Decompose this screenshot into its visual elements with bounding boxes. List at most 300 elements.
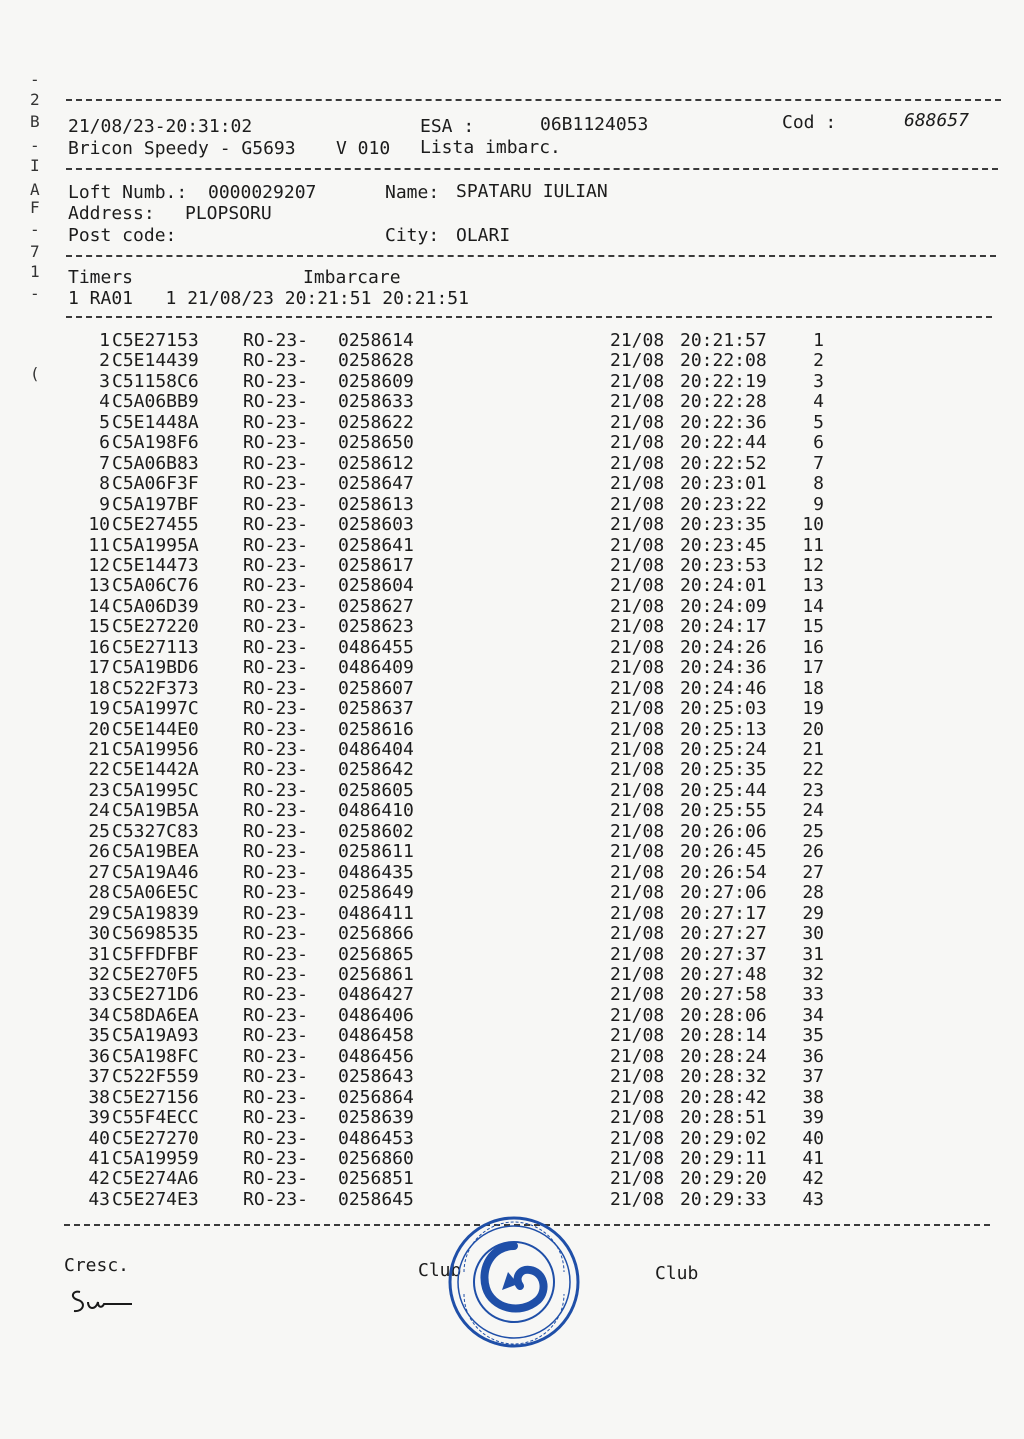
arrival-rank: 38 <box>802 1087 824 1108</box>
table-row <box>0 433 1024 453</box>
arrival-time: 20:24:46 <box>680 678 767 699</box>
ring-number: 0256865 <box>338 944 414 965</box>
arrival-rank: 7 <box>813 453 824 474</box>
arrival-date: 21/08 <box>610 882 665 903</box>
ring-prefix: RO-23- <box>243 412 309 433</box>
name-value: SPATARU IULIAN <box>456 181 608 202</box>
arrival-time: 20:29:20 <box>680 1168 767 1189</box>
ring-number: 0486453 <box>338 1128 414 1149</box>
ring-code: C5E274A6 <box>112 1168 199 1189</box>
ring-code: C5E27153 <box>112 330 199 351</box>
arrival-time: 20:24:36 <box>680 657 767 678</box>
margin-fragment: 7 <box>30 242 40 261</box>
ring-prefix: RO-23- <box>243 1087 309 1108</box>
ring-number: 0258623 <box>338 616 414 637</box>
entry-number: 33 <box>88 984 110 1005</box>
arrival-time: 20:21:57 <box>680 330 767 351</box>
ring-prefix: RO-23- <box>243 473 309 494</box>
entry-number: 40 <box>88 1128 110 1149</box>
ring-number: 0258604 <box>338 575 414 596</box>
arrival-rank: 12 <box>802 555 824 576</box>
ring-code: C5A197BF <box>112 494 199 515</box>
ring-number: 0256851 <box>338 1168 414 1189</box>
ring-number: 0258633 <box>338 391 414 412</box>
club-stamp-image <box>444 1212 584 1352</box>
ring-code: C5A06F3F <box>112 473 199 494</box>
arrival-date: 21/08 <box>610 903 665 924</box>
ring-number: 0258641 <box>338 535 414 556</box>
imbarcare-label: Imbarcare <box>303 267 401 288</box>
ring-prefix: RO-23- <box>243 964 309 985</box>
arrival-date: 21/08 <box>610 944 665 965</box>
arrival-rank: 14 <box>802 596 824 617</box>
arrival-date: 21/08 <box>610 412 665 433</box>
table-row <box>0 760 1024 780</box>
arrival-date: 21/08 <box>610 555 665 576</box>
ring-number: 0258649 <box>338 882 414 903</box>
ring-number: 0486409 <box>338 657 414 678</box>
arrival-date: 21/08 <box>610 759 665 780</box>
device-version: V 010 <box>336 138 391 159</box>
address-value: PLOPSORU <box>185 203 272 224</box>
arrival-rank: 15 <box>802 616 824 637</box>
arrival-rank: 17 <box>802 657 824 678</box>
ring-code: C55F4ECC <box>112 1107 199 1128</box>
ring-prefix: RO-23- <box>243 350 309 371</box>
ring-number: 0256864 <box>338 1087 414 1108</box>
ring-prefix: RO-23- <box>243 1189 309 1210</box>
arrival-date: 21/08 <box>610 1168 665 1189</box>
loft-label: Loft Numb.: <box>68 182 188 203</box>
city-value: OLARI <box>456 225 511 246</box>
arrival-rank: 35 <box>802 1025 824 1046</box>
ring-prefix: RO-23- <box>243 1148 309 1169</box>
ring-number: 0486410 <box>338 800 414 821</box>
arrival-date: 21/08 <box>610 800 665 821</box>
city-label: City: <box>385 225 440 246</box>
entry-number: 15 <box>88 616 110 637</box>
arrival-rank: 40 <box>802 1128 824 1149</box>
timer-row: 1 RA01 1 21/08/23 20:21:51 20:21:51 <box>68 288 469 309</box>
entry-number: 38 <box>88 1087 110 1108</box>
entry-number: 21 <box>88 739 110 760</box>
arrival-date: 21/08 <box>610 453 665 474</box>
ring-code: C5327C83 <box>112 821 199 842</box>
ring-code: C5A19B5A <box>112 800 199 821</box>
margin-fragment: F <box>30 198 40 217</box>
ring-prefix: RO-23- <box>243 432 309 453</box>
arrival-date: 21/08 <box>610 1046 665 1067</box>
entry-number: 8 <box>99 473 110 494</box>
arrival-date: 21/08 <box>610 575 665 596</box>
ring-prefix: RO-23- <box>243 535 309 556</box>
table-row <box>0 1108 1024 1128</box>
ring-number: 0258637 <box>338 698 414 719</box>
ring-code: C5A198F6 <box>112 432 199 453</box>
ring-code: C5FFDFBF <box>112 944 199 965</box>
entry-number: 36 <box>88 1046 110 1067</box>
arrival-date: 21/08 <box>610 841 665 862</box>
arrival-rank: 5 <box>813 412 824 433</box>
arrival-time: 20:27:48 <box>680 964 767 985</box>
ring-code: C5E14473 <box>112 555 199 576</box>
cod-label: Cod : <box>782 112 837 133</box>
table-row <box>0 454 1024 474</box>
arrival-rank: 1 <box>813 330 824 351</box>
arrival-rank: 11 <box>802 535 824 556</box>
ring-prefix: RO-23- <box>243 678 309 699</box>
table-row <box>0 720 1024 740</box>
ring-code: C5A06C76 <box>112 575 199 596</box>
entry-number: 4 <box>99 391 110 412</box>
margin-fragment: - <box>30 284 40 303</box>
arrival-time: 20:25:35 <box>680 759 767 780</box>
arrival-time: 20:25:55 <box>680 800 767 821</box>
arrival-time: 20:27:58 <box>680 984 767 1005</box>
ring-prefix: RO-23- <box>243 1168 309 1189</box>
entry-number: 39 <box>88 1107 110 1128</box>
ring-prefix: RO-23- <box>243 719 309 740</box>
entry-number: 9 <box>99 494 110 515</box>
ring-prefix: RO-23- <box>243 923 309 944</box>
entry-number: 2 <box>99 350 110 371</box>
table-row <box>0 945 1024 965</box>
ring-prefix: RO-23- <box>243 821 309 842</box>
ring-number: 0486411 <box>338 903 414 924</box>
arrival-rank: 41 <box>802 1148 824 1169</box>
entry-number: 1 <box>99 330 110 351</box>
arrival-rank: 39 <box>802 1107 824 1128</box>
ring-number: 0258647 <box>338 473 414 494</box>
arrival-date: 21/08 <box>610 964 665 985</box>
ring-code: C5A19959 <box>112 1148 199 1169</box>
arrival-rank: 23 <box>802 780 824 801</box>
arrival-date: 21/08 <box>610 821 665 842</box>
arrival-rank: 31 <box>802 944 824 965</box>
table-row <box>0 658 1024 678</box>
ring-prefix: RO-23- <box>243 759 309 780</box>
arrival-rank: 19 <box>802 698 824 719</box>
entry-number: 34 <box>88 1005 110 1026</box>
ring-code: C51158C6 <box>112 371 199 392</box>
ring-number: 0258616 <box>338 719 414 740</box>
ring-number: 0486427 <box>338 984 414 1005</box>
postcode-label: Post code: <box>68 225 177 246</box>
table-row <box>0 474 1024 494</box>
separator-top <box>66 99 1001 101</box>
separator-header <box>66 168 998 170</box>
arrival-time: 20:23:53 <box>680 555 767 576</box>
arrival-time: 20:22:36 <box>680 412 767 433</box>
arrival-time: 20:27:17 <box>680 903 767 924</box>
arrival-date: 21/08 <box>610 473 665 494</box>
arrival-date: 21/08 <box>610 535 665 556</box>
arrival-time: 20:26:45 <box>680 841 767 862</box>
entry-number: 25 <box>88 821 110 842</box>
margin-fragment: - <box>30 136 40 155</box>
ring-prefix: RO-23- <box>243 494 309 515</box>
ring-prefix: RO-23- <box>243 1025 309 1046</box>
arrival-rank: 26 <box>802 841 824 862</box>
margin-fragment: 1 <box>30 262 40 281</box>
entry-number: 29 <box>88 903 110 924</box>
arrival-rank: 18 <box>802 678 824 699</box>
ring-prefix: RO-23- <box>243 453 309 474</box>
entry-number: 30 <box>88 923 110 944</box>
ring-number: 0258645 <box>338 1189 414 1210</box>
ring-number: 0256861 <box>338 964 414 985</box>
arrival-time: 20:23:01 <box>680 473 767 494</box>
arrival-date: 21/08 <box>610 330 665 351</box>
arrival-rank: 20 <box>802 719 824 740</box>
arrival-rank: 28 <box>802 882 824 903</box>
ring-number: 0258612 <box>338 453 414 474</box>
ring-number: 0258650 <box>338 432 414 453</box>
arrival-date: 21/08 <box>610 984 665 1005</box>
ring-prefix: RO-23- <box>243 575 309 596</box>
table-row <box>0 679 1024 699</box>
ring-number: 0256860 <box>338 1148 414 1169</box>
entry-number: 20 <box>88 719 110 740</box>
ring-code: C5A1995C <box>112 780 199 801</box>
table-row <box>0 331 1024 351</box>
table-row <box>0 392 1024 412</box>
ring-code: C5E27270 <box>112 1128 199 1149</box>
arrival-rank: 42 <box>802 1168 824 1189</box>
ring-code: C5A19BD6 <box>112 657 199 678</box>
arrival-rank: 34 <box>802 1005 824 1026</box>
signature-image <box>66 1284 136 1320</box>
ring-prefix: RO-23- <box>243 944 309 965</box>
arrival-date: 21/08 <box>610 1066 665 1087</box>
table-row <box>0 904 1024 924</box>
table-row <box>0 1047 1024 1067</box>
table-row <box>0 1149 1024 1169</box>
arrival-time: 20:28:51 <box>680 1107 767 1128</box>
arrival-date: 21/08 <box>610 678 665 699</box>
ring-prefix: RO-23- <box>243 514 309 535</box>
entry-number: 10 <box>88 514 110 535</box>
ring-prefix: RO-23- <box>243 391 309 412</box>
arrival-rank: 8 <box>813 473 824 494</box>
ring-prefix: RO-23- <box>243 903 309 924</box>
ring-number: 0258617 <box>338 555 414 576</box>
arrival-date: 21/08 <box>610 637 665 658</box>
esa-label: ESA : <box>420 116 475 137</box>
table-row <box>0 924 1024 944</box>
arrival-date: 21/08 <box>610 698 665 719</box>
entry-number: 12 <box>88 555 110 576</box>
arrival-date: 21/08 <box>610 1025 665 1046</box>
ring-code: C5A1997C <box>112 698 199 719</box>
arrival-rank: 25 <box>802 821 824 842</box>
ring-code: C5A1995A <box>112 535 199 556</box>
arrival-date: 21/08 <box>610 514 665 535</box>
club-label-2: Club <box>655 1263 699 1284</box>
ring-code: C5E274E3 <box>112 1189 199 1210</box>
ring-prefix: RO-23- <box>243 1128 309 1149</box>
ring-prefix: RO-23- <box>243 1107 309 1128</box>
arrival-time: 20:24:26 <box>680 637 767 658</box>
ring-number: 0486458 <box>338 1025 414 1046</box>
table-row <box>0 965 1024 985</box>
ring-code: C5E1442A <box>112 759 199 780</box>
ring-prefix: RO-23- <box>243 330 309 351</box>
table-row <box>0 1006 1024 1026</box>
ring-prefix: RO-23- <box>243 1046 309 1067</box>
arrival-date: 21/08 <box>610 1128 665 1149</box>
arrival-date: 21/08 <box>610 596 665 617</box>
entry-number: 31 <box>88 944 110 965</box>
arrival-date: 21/08 <box>610 391 665 412</box>
arrival-rank: 37 <box>802 1066 824 1087</box>
arrival-date: 21/08 <box>610 350 665 371</box>
ring-code: C522F373 <box>112 678 199 699</box>
ring-number: 0486455 <box>338 637 414 658</box>
entry-number: 35 <box>88 1025 110 1046</box>
arrival-rank: 9 <box>813 494 824 515</box>
ring-prefix: RO-23- <box>243 780 309 801</box>
arrival-date: 21/08 <box>610 494 665 515</box>
ring-prefix: RO-23- <box>243 698 309 719</box>
arrival-time: 20:29:02 <box>680 1128 767 1149</box>
entry-number: 41 <box>88 1148 110 1169</box>
margin-fragment: 2 <box>30 90 40 109</box>
arrival-rank: 43 <box>802 1189 824 1210</box>
arrival-date: 21/08 <box>610 1087 665 1108</box>
arrival-rank: 30 <box>802 923 824 944</box>
ring-number: 0258605 <box>338 780 414 801</box>
arrival-time: 20:28:14 <box>680 1025 767 1046</box>
arrival-rank: 32 <box>802 964 824 985</box>
entry-number: 14 <box>88 596 110 617</box>
arrival-time: 20:25:44 <box>680 780 767 801</box>
margin-fragment: - <box>30 70 40 89</box>
entry-number: 17 <box>88 657 110 678</box>
table-row <box>0 822 1024 842</box>
ring-code: C5A198FC <box>112 1046 199 1067</box>
arrival-date: 21/08 <box>610 371 665 392</box>
ring-prefix: RO-23- <box>243 596 309 617</box>
entry-number: 26 <box>88 841 110 862</box>
ring-code: C5A06E5C <box>112 882 199 903</box>
ring-number: 0258603 <box>338 514 414 535</box>
cresc-label: Cresc. <box>64 1255 130 1276</box>
ring-code: C5E144E0 <box>112 719 199 740</box>
ring-prefix: RO-23- <box>243 862 309 883</box>
ring-code: C5E27220 <box>112 616 199 637</box>
entry-number: 43 <box>88 1189 110 1210</box>
table-row <box>0 597 1024 617</box>
arrival-date: 21/08 <box>610 780 665 801</box>
ring-number: 0258607 <box>338 678 414 699</box>
entry-number: 23 <box>88 780 110 801</box>
ring-prefix: RO-23- <box>243 882 309 903</box>
arrival-time: 20:29:33 <box>680 1189 767 1210</box>
margin-fragment: A <box>30 180 40 199</box>
table-row <box>0 699 1024 719</box>
arrival-rank: 21 <box>802 739 824 760</box>
margin-fragment: - <box>30 220 40 239</box>
ring-code: C5A06BB9 <box>112 391 199 412</box>
ring-number: 0258602 <box>338 821 414 842</box>
separator-owner <box>66 255 996 257</box>
table-row <box>0 863 1024 883</box>
arrival-rank: 24 <box>802 800 824 821</box>
ring-code: C5A19839 <box>112 903 199 924</box>
ring-number: 0486406 <box>338 1005 414 1026</box>
arrival-date: 21/08 <box>610 432 665 453</box>
arrival-date: 21/08 <box>610 657 665 678</box>
arrival-date: 21/08 <box>610 719 665 740</box>
entry-number: 42 <box>88 1168 110 1189</box>
ring-prefix: RO-23- <box>243 657 309 678</box>
arrival-time: 20:28:32 <box>680 1066 767 1087</box>
header-timestamp: 21/08/23-20:31:02 <box>68 116 253 137</box>
loft-value: 0000029207 <box>208 182 317 203</box>
ring-prefix: RO-23- <box>243 984 309 1005</box>
ring-number: 0258628 <box>338 350 414 371</box>
arrival-date: 21/08 <box>610 1148 665 1169</box>
arrival-rank: 29 <box>802 903 824 924</box>
arrival-time: 20:22:08 <box>680 350 767 371</box>
ring-code: C5A06B83 <box>112 453 199 474</box>
arrival-rank: 4 <box>813 391 824 412</box>
arrival-rank: 6 <box>813 432 824 453</box>
arrival-time: 20:24:09 <box>680 596 767 617</box>
arrival-time: 20:22:19 <box>680 371 767 392</box>
arrival-time: 20:29:11 <box>680 1148 767 1169</box>
entry-number: 22 <box>88 759 110 780</box>
club-label-1: Club <box>418 1260 462 1281</box>
ring-prefix: RO-23- <box>243 616 309 637</box>
table-row <box>0 1190 1024 1210</box>
ring-number: 0258639 <box>338 1107 414 1128</box>
table-row <box>0 985 1024 1005</box>
entry-number: 18 <box>88 678 110 699</box>
ring-code: C5E27156 <box>112 1087 199 1108</box>
arrival-date: 21/08 <box>610 1005 665 1026</box>
entry-number: 3 <box>99 371 110 392</box>
ring-prefix: RO-23- <box>243 1066 309 1087</box>
entry-number: 7 <box>99 453 110 474</box>
ring-number: 0258609 <box>338 371 414 392</box>
cod-value: 688657 <box>904 110 970 131</box>
arrival-rank: 3 <box>813 371 824 392</box>
arrival-time: 20:23:45 <box>680 535 767 556</box>
table-row <box>0 536 1024 556</box>
ring-code: C5E270F5 <box>112 964 199 985</box>
arrival-rank: 16 <box>802 637 824 658</box>
arrival-time: 20:23:35 <box>680 514 767 535</box>
arrival-time: 20:28:24 <box>680 1046 767 1067</box>
table-row <box>0 495 1024 515</box>
table-row <box>0 617 1024 637</box>
table-row <box>0 372 1024 392</box>
table-row <box>0 740 1024 760</box>
arrival-date: 21/08 <box>610 616 665 637</box>
device-name: Bricon Speedy - G5693 <box>68 138 296 159</box>
ring-number: 0258643 <box>338 1066 414 1087</box>
entry-number: 32 <box>88 964 110 985</box>
arrival-rank: 10 <box>802 514 824 535</box>
table-row <box>0 781 1024 801</box>
ring-prefix: RO-23- <box>243 739 309 760</box>
table-row <box>0 515 1024 535</box>
ring-number: 0256866 <box>338 923 414 944</box>
margin-fragment: ( <box>30 364 40 383</box>
margin-fragment: I <box>30 156 40 175</box>
